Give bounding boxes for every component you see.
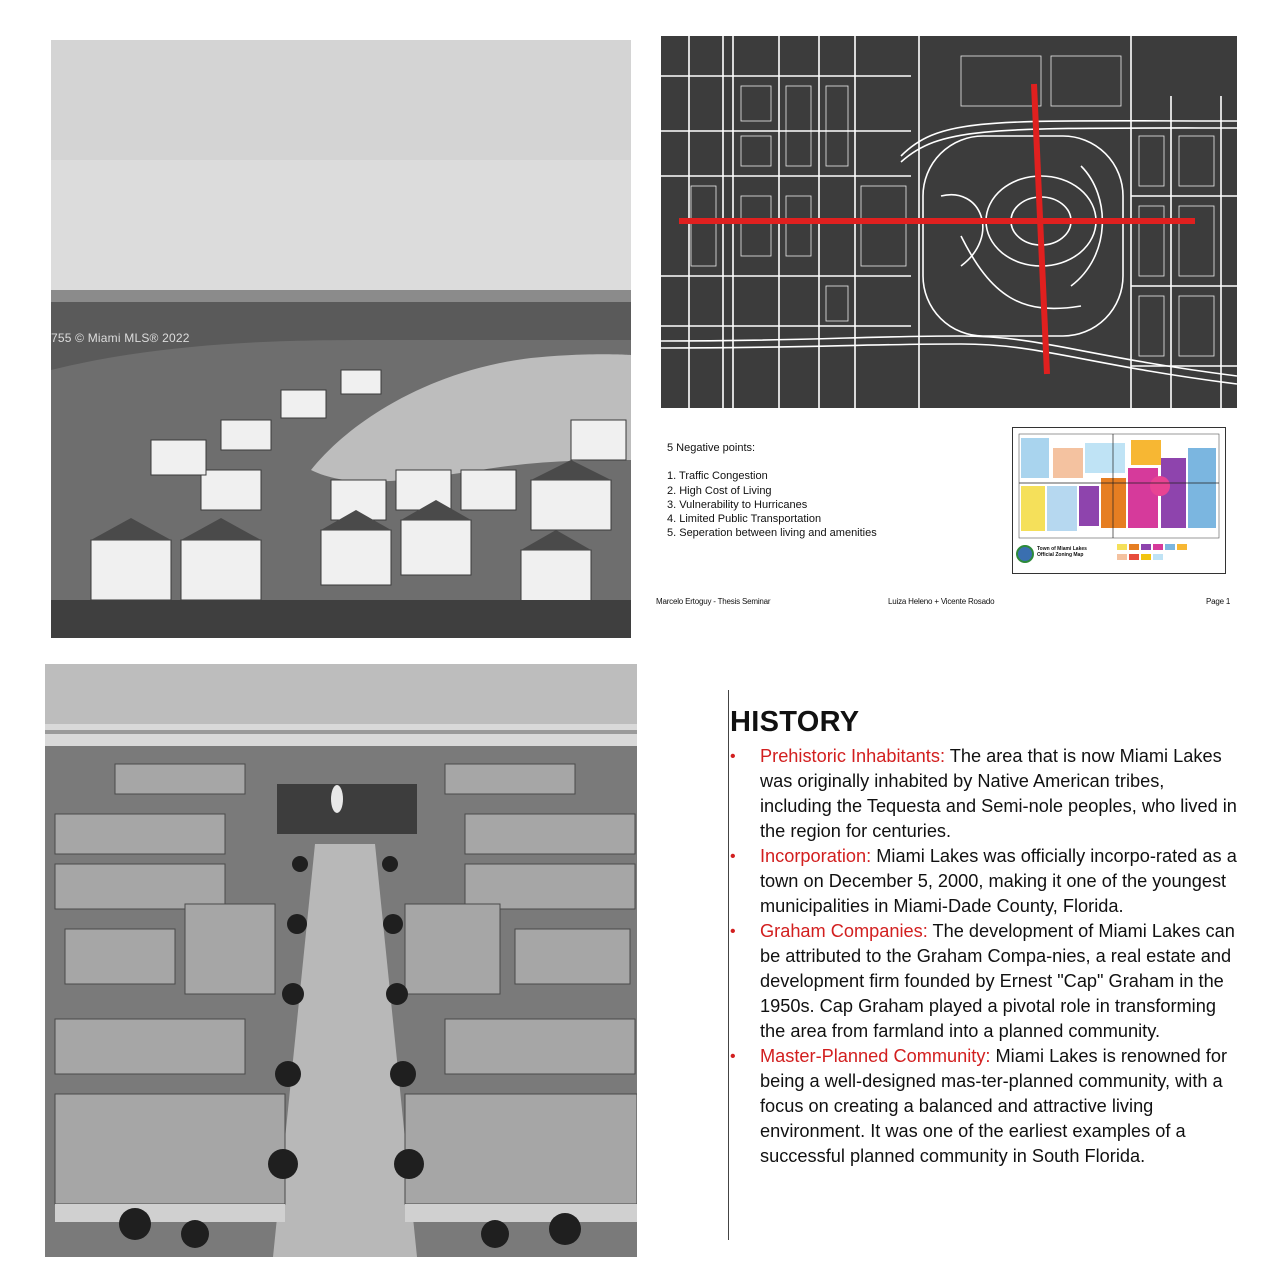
history-text: Miami Lakes was officially incorpo-rated as a town on December 5, 2000, making it one of the youngest municipalities in Miami-Dade County, Florida. xyxy=(760,846,1237,916)
history-item xyxy=(730,744,1240,844)
history-term: Master-Planned Community: xyxy=(760,1046,991,1066)
history-section xyxy=(730,704,1240,1280)
aerial-townhomes-photo xyxy=(45,664,637,1257)
bullet: • xyxy=(730,1048,736,1065)
street-map xyxy=(661,36,1237,408)
history-body xyxy=(730,744,1240,1280)
aerial-lake-photo xyxy=(51,40,631,638)
history-term: Graham Companies: xyxy=(760,921,928,941)
negative-points-list xyxy=(667,469,877,540)
zoning-map xyxy=(1012,427,1226,574)
negative-point-item: 5. Seperation between living and amenities xyxy=(667,527,877,540)
bullet: • xyxy=(730,923,736,940)
negative-point-item: 2. High Cost of Living xyxy=(667,484,772,497)
aerial-townhomes-graphic xyxy=(45,664,637,1257)
history-text: The area that is now Miami Lakes was originally inhabited by Native American tribes, including the Tequesta and Semi-nole peoples, who lived in the region for centuries. xyxy=(760,746,1237,841)
negative-points xyxy=(667,441,877,541)
history-text: Miami Lakes is renowned for being a well-designed mas-ter-planned community, with a focus on creating a balanced and attractive living environment. It was one of the earliest examples of a successful planned community in South Florida. xyxy=(760,1046,1228,1166)
negative-point-item: 3. Vulnerability to Hurricanes xyxy=(667,498,808,511)
history-item xyxy=(730,919,1240,1044)
footer-left: Marcelo Ertoguy - Thesis Seminar xyxy=(656,597,771,606)
history-term: Prehistoric Inhabitants: xyxy=(760,746,946,766)
zoning-map-caption xyxy=(1037,546,1087,558)
history-divider xyxy=(728,690,729,1240)
history-list xyxy=(730,744,1240,1169)
mls-watermark: 755 © Miami MLS® 2022 xyxy=(51,331,190,345)
footer-center: Luiza Heleno + Vicente Rosado xyxy=(888,597,995,606)
zoning-map-caption-line2: Official Zoning Map xyxy=(1037,552,1084,558)
bullet: • xyxy=(730,848,736,865)
footer-page-number: Page 1 xyxy=(1206,597,1231,606)
street-map-graphic xyxy=(661,36,1237,408)
history-item xyxy=(730,1044,1240,1169)
negative-points-title: 5 Negative points: xyxy=(667,442,756,454)
history-item xyxy=(730,844,1240,919)
history-heading: HISTORY xyxy=(730,706,860,738)
history-text: The development of Miami Lakes can be attributed to the Graham Compa-nies, a real estate and development firm founded by Ernest "Cap" Graham in the 1950s. Cap Graham played a pivotal role in transforming the area from farmland into a planned community. xyxy=(760,921,1235,1041)
negative-point-item: 4. Limited Public Transportation xyxy=(667,513,822,526)
zoning-map-caption-line1: Town of Miami Lakes xyxy=(1037,546,1087,552)
negative-point-item: 1. Traffic Congestion xyxy=(667,470,768,483)
bullet: • xyxy=(730,748,736,765)
history-term: Incorporation: xyxy=(760,846,872,866)
